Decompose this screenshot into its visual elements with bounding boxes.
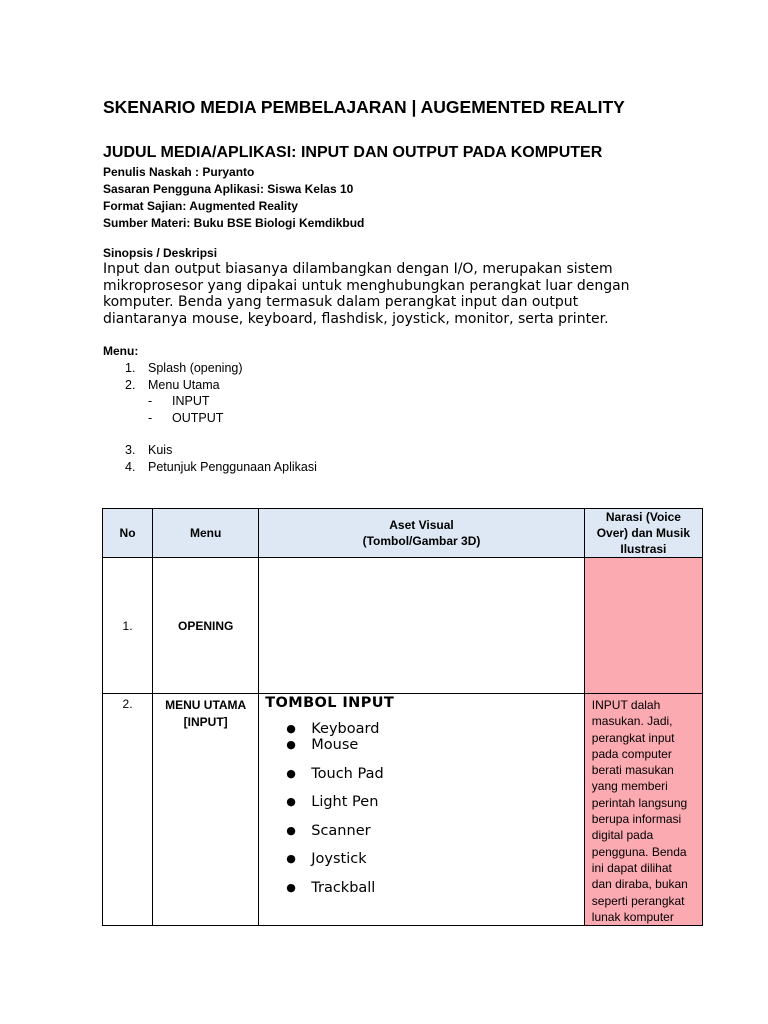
narasi-line: perintah langsung [591,795,688,810]
dash-bullet: - [148,394,153,408]
tombol-input-title: TOMBOL INPUT [265,695,395,711]
header-narasi-line: Over) dan Musik [596,526,691,540]
menu-item-label: Splash (opening) [148,361,243,375]
meta-sumber: Sumber Materi: Buku BSE Biologi Kemdikbud [103,216,365,230]
bullet-icon: ● [286,738,296,751]
header-aset-visual [259,509,585,558]
list-item [259,823,584,839]
submenu-item [148,394,210,408]
list-item [259,851,584,867]
table-row [103,694,703,926]
header-no: No [103,509,153,558]
document-title: SKENARIO MEDIA PEMBELAJARAN | AUGEMENTED REALITY [103,97,625,117]
submenu-item [148,411,223,425]
dash-bullet: - [148,411,153,425]
bullet-icon: ● [286,852,296,865]
menu-item-label: Kuis [148,443,173,457]
narasi-line: berupa informasi [591,812,682,827]
bullet-icon: ● [286,823,296,837]
narasi-line: masukan. Jadi, [591,714,673,729]
sinopsis-body: Input dan output biasanya dilambangkan dengan I/O, merupakan sistem mikroprosesor yang dipakai untuk menghubungkan perangkat luar dengan komputer. Benda yang termasuk dalam perangkat input dan output diantaranya mouse, keyboard, flashdisk, joystick, monitor, serta printer. [103,261,630,327]
document-subtitle: JUDUL MEDIA/APLIKASI: INPUT DAN OUTPUT PADA KOMPUTER [103,144,603,161]
narasi-line: perangkat input [591,730,675,745]
menu-item [125,361,243,375]
narasi-line: ini dapat dilihat [591,860,672,875]
bullet-icon: ● [286,766,296,780]
bullet-icon: ● [286,880,296,894]
header-narasi [584,509,702,558]
menu-item-label: Menu Utama [148,378,220,392]
header-narasi-line: Narasi (Voice [605,510,681,524]
device-label: Trackball [311,879,376,896]
narasi-line: INPUT dalah [591,698,661,712]
list-item [259,721,584,737]
meta-sasaran: Sasaran Pengguna Aplikasi: Siswa Kelas 10 [103,182,354,196]
submenu-item-label: INPUT [172,394,210,408]
sinopsis-title: Sinopsis / Deskripsi [103,246,218,260]
narasi-line: digital pada [591,828,654,843]
device-label: Mouse [311,737,359,753]
narasi-line: dan diraba, bukan [591,877,688,892]
menu-item-label: Petunjuk Penggunaan Aplikasi [148,460,317,474]
list-item [259,766,584,782]
device-label: Touch Pad [311,765,384,782]
list-item [259,880,584,896]
meta-format: Format Sajian: Augmented Reality [103,199,298,213]
menu-item-number: 3. [125,443,136,457]
cell-aset-visual [259,694,585,926]
narasi-line: pengguna. Benda [591,844,687,859]
bullet-icon: ● [286,722,296,735]
narasi-line: pada computer [591,746,672,761]
table-row [103,558,703,694]
narasi-line: berati masukan [591,763,674,778]
document-meta [103,164,364,232]
menu-item [125,460,317,474]
device-label: Keyboard [311,721,380,737]
cell-menu: OPENING [153,558,259,694]
cell-menu-line: MENU UTAMA [165,698,247,712]
menu-item-number: 1. [125,361,136,375]
device-label: Scanner [311,822,371,839]
menu-title: Menu: [103,344,139,358]
device-label: Light Pen [311,794,379,810]
header-menu: Menu [153,509,259,558]
menu-item [125,443,172,457]
narasi-line: seperti perangkat [591,893,685,908]
header-narasi-line: Ilustrasi [620,542,667,556]
header-aset-line: (Tombol/Gambar 3D) [362,534,481,548]
device-list [259,721,584,896]
meta-penulis: Penulis Naskah : Puryanto [103,165,255,179]
cell-aset-visual [259,558,585,694]
cell-no-text: 2. [122,697,133,711]
menu-item-number: 4. [125,460,136,474]
bullet-icon: ● [286,795,296,808]
cell-no: 1. [103,558,153,694]
cell-menu-text [153,694,258,731]
cell-no [103,694,153,926]
table-header-row [103,509,703,558]
menu-item-number: 2. [125,378,136,392]
header-aset-line: Aset Visual [389,518,454,532]
scenario-table [102,508,703,926]
menu-item [125,378,220,392]
cell-menu-line: [INPUT] [183,715,228,729]
cell-narasi [584,558,702,694]
narasi-line: lunak komputer [591,909,674,924]
list-item [259,737,584,753]
cell-menu [153,694,259,926]
narasi-text [585,694,702,925]
device-label: Joystick [311,851,367,867]
submenu-item-label: OUTPUT [172,411,224,425]
cell-narasi [584,694,702,926]
narasi-line: yang memberi [591,779,668,794]
list-item [259,794,584,810]
